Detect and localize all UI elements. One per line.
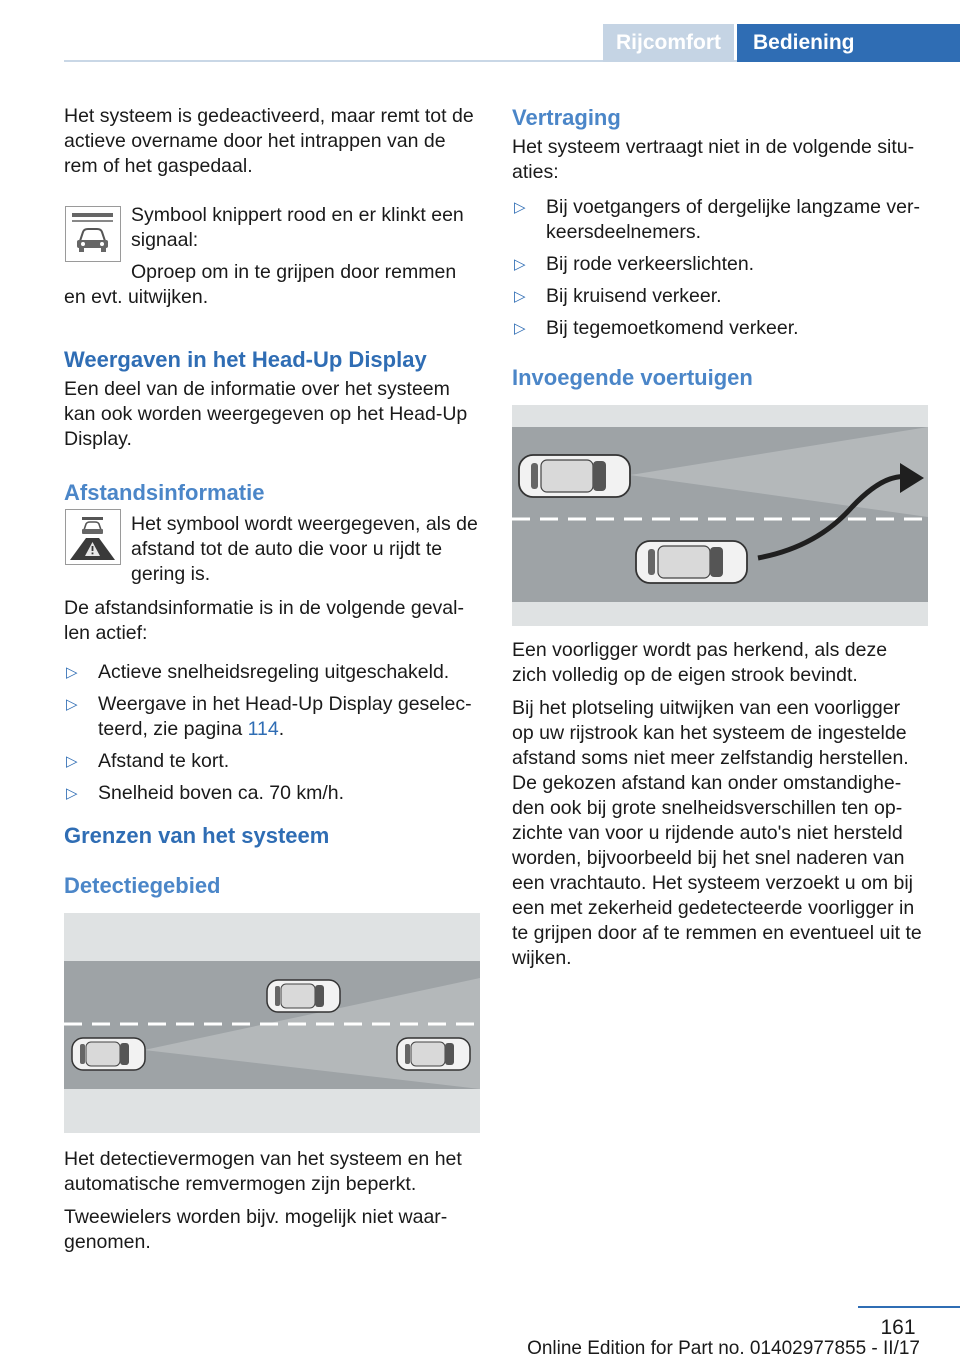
- paragraph-detectie-2: Tweewielers worden bijv. mogelijk niet waargenomen.: [64, 1206, 448, 1253]
- triangle-right-icon: ▷: [514, 199, 526, 216]
- paragraph-afstand-active: De afstandsinformatie is in de volgende gevallen actief:: [64, 597, 464, 644]
- list-item: [512, 284, 926, 309]
- edition-text: Online Edition for Part no. 01402977855 - II/17: [527, 1338, 920, 1359]
- car-icon: [267, 980, 340, 1012]
- list-item: [512, 252, 926, 277]
- paragraph-vertraging: Het systeem vertraagt niet in de volgende situaties:: [512, 136, 915, 183]
- detectie-text: [64, 1147, 478, 1255]
- section-detectie: [64, 872, 478, 900]
- list-item: [64, 781, 478, 806]
- paragraph-invoeg-2: Bij het plotseling uitwijken van een voorligger op uw rijstrook kan het systeem de ingestelde afstand soms niet meer zelfstandig herstellen. De gekozen afstand kan onder omstandigheden ook bij grote snelheidsverschillen ten opzichte van voor u rijdende auto's niet hersteld worden, bijvoorbeeld bij het snel naderen van een vrachtauto. Het systeem verzoekt u om bij een met zekerheid gedetecteerde voorligger in te grijpen door af te remmen en eventueel uit te wijken.: [512, 697, 922, 969]
- section-hud: [64, 346, 478, 452]
- list-item-text: Bij voetgangers of dergelijke langzame verkeersdeelnemers.: [546, 196, 920, 243]
- list-item: [64, 660, 478, 685]
- section-invoegend: [512, 364, 926, 392]
- triangle-right-icon: ▷: [514, 256, 526, 273]
- heading-invoegend: Invoegende voertuigen: [512, 365, 753, 390]
- triangle-right-icon: ▷: [514, 288, 526, 305]
- afstand-list: [64, 596, 478, 806]
- symbol-text-2: Oproep om in te grijpen door remmen en evt. uitwijken.: [64, 261, 457, 308]
- list-item: [512, 195, 926, 245]
- list-item: [64, 749, 478, 774]
- heading-detectie: Detectiegebied: [64, 873, 221, 898]
- symbol-text-2-wrap: [64, 260, 478, 310]
- list-item-text: Bij kruisend verkeer.: [546, 285, 722, 307]
- invoegend-text: [512, 638, 926, 971]
- list-item-text: Afstand te kort.: [98, 750, 230, 772]
- detection-area-figure: [64, 913, 480, 1133]
- left-intro: [64, 104, 478, 179]
- paragraph-intro: Het systeem is gedeactiveerd, maar remt tot de actieve overname door het intrappen van de rem of het gaspedaal.: [64, 105, 474, 177]
- section-vertraging: [512, 104, 926, 341]
- triangle-right-icon: ▷: [66, 785, 78, 802]
- paragraph-invoeg-1: Een voorligger wordt pas herkend, als deze zich volledig op de eigen strook bevindt.: [512, 639, 888, 686]
- merging-vehicles-figure: [512, 405, 928, 626]
- triangle-right-icon: ▷: [66, 664, 78, 681]
- list-item-text: Bij rode verkeerslichten.: [546, 253, 755, 275]
- section-afstand: [64, 479, 478, 507]
- car-icon: [519, 455, 630, 497]
- page-link[interactable]: 114: [247, 718, 279, 740]
- symbol-text-1-wrap: [131, 203, 479, 253]
- afstand-icon-text-wrap: [131, 512, 479, 587]
- list-item-text: Bij tegemoetkomend verkeer.: [546, 317, 799, 339]
- heading-grenzen: Grenzen van het systeem: [64, 823, 330, 848]
- triangle-right-icon: ▷: [514, 320, 526, 337]
- triangle-right-icon: ▷: [66, 753, 78, 770]
- list-item-text: Snelheid boven ca. 70 km/h.: [98, 782, 345, 804]
- list-item: [64, 692, 478, 742]
- footer-rule: [858, 1306, 960, 1308]
- list-item-text: Weergave in het Head-Up Display geselecteerd, zie pagina: [98, 693, 472, 740]
- list-item-text-end: .: [278, 718, 285, 740]
- header-tab-active: Bediening: [737, 24, 960, 62]
- heading-hud: Weergaven in het Head-Up Display: [64, 347, 427, 372]
- paragraph-detectie-1: Het detectievermogen van het systeem en het automatische remvermogen zijn beperkt.: [64, 1148, 462, 1195]
- triangle-right-icon: ▷: [66, 696, 78, 713]
- paragraph-hud: Een deel van de informatie over het systeem kan ook worden weergegeven op het Head-Up Display.: [64, 378, 468, 450]
- heading-vertraging: Vertraging: [512, 105, 621, 130]
- paragraph-afstand-icon: Het symbool wordt weergegeven, als de afstand tot de auto die voor u rijdt te gering is.: [131, 513, 478, 585]
- car-icon: [636, 541, 747, 583]
- car-icon: [72, 1038, 145, 1070]
- heading-afstand: Afstandsinformatie: [64, 480, 265, 505]
- car-icon: [397, 1038, 470, 1070]
- header-tab-section: Rijcomfort: [603, 24, 734, 62]
- car-warning-icon: [65, 206, 121, 262]
- page-number: 161: [880, 1316, 916, 1339]
- symbol-text-1: Symbool knippert rood en er klinkt een signaal:: [131, 204, 464, 251]
- list-item: [512, 316, 926, 341]
- section-grenzen: [64, 822, 478, 850]
- list-item-text: Actieve snelheidsregeling uitgeschakeld.: [98, 661, 450, 683]
- distance-warning-icon: [65, 509, 121, 565]
